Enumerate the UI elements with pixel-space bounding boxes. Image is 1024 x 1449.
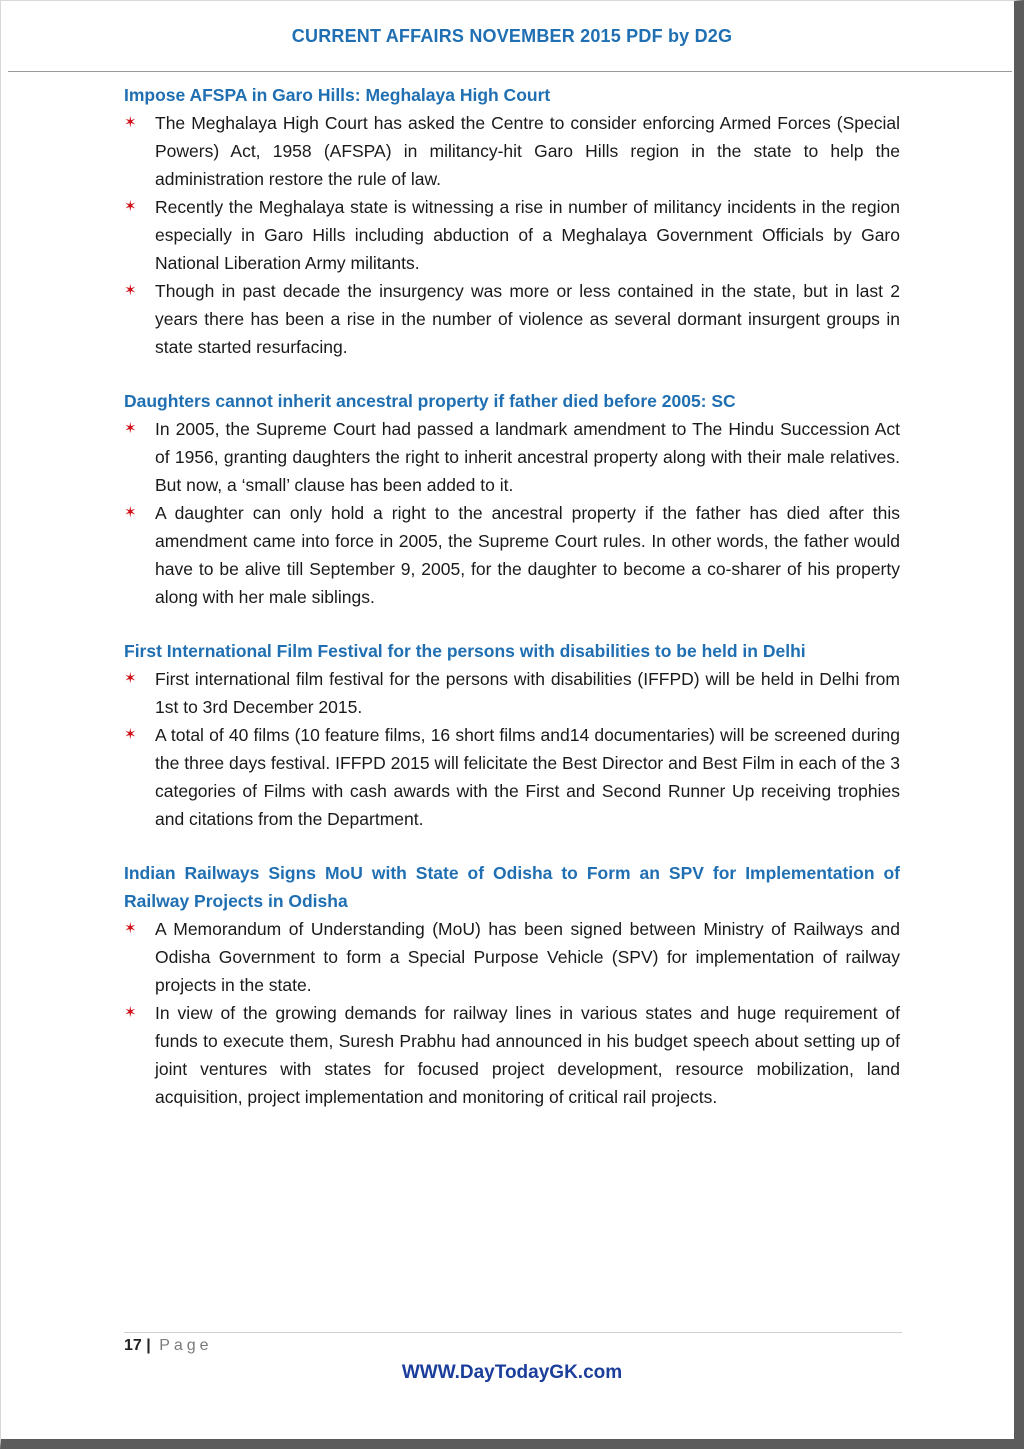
star-bullet-icon: ✶ [124, 1004, 137, 1021]
section-title: Indian Railways Signs MoU with State of Odisha to Form an SPV for Implementation of Railway Projects in Odisha [124, 863, 900, 911]
list-item [124, 499, 900, 611]
star-bullet-icon: ✶ [124, 726, 137, 743]
star-bullet-icon: ✶ [124, 282, 137, 299]
bullet-text: A Memorandum of Understanding (MoU) has been signed between Ministry of Railways and Odisha Government to form a Special Purpose Vehicle (SPV) for implementation of railway projects in the state. [155, 919, 900, 995]
star-bullet-icon: ✶ [124, 670, 137, 687]
list-item [124, 277, 900, 361]
bullet-list [124, 415, 900, 611]
footer-website-link[interactable]: WWW.DayTodayGK.com [401, 1362, 623, 1383]
star-bullet-icon: ✶ [124, 114, 137, 131]
bullet-text: First international film festival for the persons with disabilities (IFFPD) will be held in Delhi from 1st to 3rd December 2015. [155, 669, 900, 717]
page-number-value: 17 [124, 1337, 142, 1354]
footer-divider [124, 1332, 902, 1333]
bullet-list [124, 915, 900, 1111]
list-item [124, 721, 900, 833]
section-title: Impose AFSPA in Garo Hills: Meghalaya High Court [124, 85, 551, 105]
bullet-text: In 2005, the Supreme Court had passed a landmark amendment to The Hindu Succession Act of 1956, granting daughters the right to inherit ancestral property along with their male relatives. But now, a ‘small’ clause has been added to it. [155, 419, 900, 495]
star-bullet-icon: ✶ [124, 198, 137, 215]
section-film-festival [124, 637, 900, 833]
article-content [124, 81, 900, 1137]
bullet-text: Though in past decade the insurgency was more or less contained in the state, but in last 2 years there has been a rise in the number of violence as several dormant insurgent groups in state started resurfacing. [155, 281, 900, 357]
list-item [124, 109, 900, 193]
section-railways-odisha [124, 859, 900, 1111]
bullet-text: A daughter can only hold a right to the ancestral property if the father has died after this amendment came into force in 2005, the Supreme Court rules. In other words, the father would have to be alive till September 9, 2005, for the daughter to become a co-sharer of his property along with her male siblings. [155, 503, 900, 607]
bullet-text: Recently the Meghalaya state is witnessing a rise in number of militancy incidents in the region especially in Garo Hills including abduction of a Meghalaya Government Officials by Garo National Liberation Army militants. [155, 197, 900, 273]
list-item [124, 193, 900, 277]
bullet-list [124, 665, 900, 833]
star-bullet-icon: ✶ [124, 420, 137, 437]
page-number [124, 1337, 213, 1355]
section-title: Daughters cannot inherit ancestral property if father died before 2005: SC [124, 391, 736, 411]
bullet-list [124, 109, 900, 361]
list-item [124, 415, 900, 499]
section-title: First International Film Festival for the persons with disabilities to be held in Delhi [124, 641, 806, 661]
list-item [124, 999, 900, 1111]
page-number-separator: | [146, 1337, 151, 1354]
star-bullet-icon: ✶ [124, 504, 137, 521]
list-item [124, 665, 900, 721]
bullet-text: In view of the growing demands for railway lines in various states and huge requirement of funds to execute them, Suresh Prabhu had announced in his budget speech about setting up of joint ventures with states for focused project development, resource mobilization, land acquisition, project implementation and monitoring of critical rail projects. [155, 1003, 900, 1107]
section-afspa [124, 81, 900, 361]
header-title: CURRENT AFFAIRS NOVEMBER 2015 PDF by D2G [291, 26, 733, 46]
header-divider [8, 71, 1012, 72]
section-daughters-property [124, 387, 900, 611]
page-label: Page [159, 1337, 213, 1354]
bullet-text: A total of 40 films (10 feature films, 16 short films and14 documentaries) will be screened during the three days festival. IFFPD 2015 will felicitate the Best Director and Best Film in each of the 3 categories of Films with cash awards with the First and Second Runner Up receiving trophies and citations from the Department. [155, 725, 900, 829]
bullet-text: The Meghalaya High Court has asked the Centre to consider enforcing Armed Forces (Special Powers) Act, 1958 (AFSPA) in militancy-hit Garo Hills region in the state to help the administration restore the rule of law. [155, 113, 900, 189]
list-item [124, 915, 900, 999]
star-bullet-icon: ✶ [124, 920, 137, 937]
